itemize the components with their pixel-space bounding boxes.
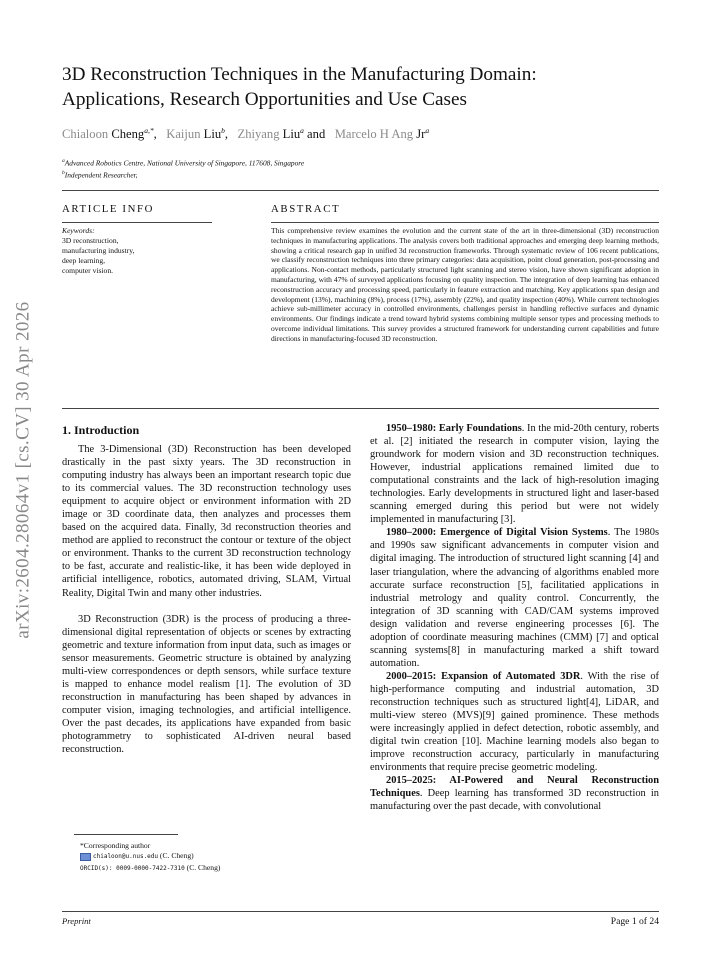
affiliation-b: $^b$Independent Researcher, — [62, 170, 138, 180]
email-link[interactable]: chialoon@u.nus.edu — [93, 853, 159, 861]
orcid-link[interactable]: 0009-0000-7422-7310 — [116, 864, 185, 872]
footnotes — [80, 841, 220, 874]
title-line-1: 3D Reconstruction Techniques in the Manufacturing Domain: — [62, 64, 537, 85]
article-info-heading: ARTICLE INFO — [62, 203, 155, 215]
left-column — [62, 422, 351, 756]
keyword-item: computer vision. — [62, 265, 114, 275]
keyword-item: deep learning, — [62, 255, 106, 265]
page-number: Page 1 of 24 — [610, 916, 659, 927]
envelope-icon — [80, 853, 91, 861]
arxiv-watermark — [6, 270, 42, 670]
author-1[interactable]: Chialoon Cheng$^{a,*}$ — [62, 126, 154, 142]
footer-preprint: Preprint — [62, 916, 91, 926]
abstract-divider — [62, 408, 659, 409]
abstract-rule — [271, 222, 659, 223]
right-column — [370, 422, 659, 813]
abstract-text: This comprehensive review examines the evolution and the current state of the art in three-dimensional (3D) reconstruction techniques in manufacturing applications. The analysis covers both traditional approaches and emerging deep learning methods, showing a critical research gap in unified 3d reconstruction frameworks. Through systematic review of 106 recent publications, we classify reconstruction techniques into three primary categories: data acquisition, point cloud generation, post-processing and applications. Non-contact methods, particularly structured light scanning and stereo vision, have shown significant adoption in manufacturing, with 47% of surveyed applications focusing on quality inspection. The integration of deep learning has enhanced reconstruction accuracy and processing speed, particularly in feature extraction and matching. Key applications span design and development (13%), machining (8%), process (17%), assembly (22%), and quality inspection (40%). While current technologies achieve sub-millimeter accuracy in controlled environments, challenges persist in handling reflective surfaces and dynamic environments. Our findings indicate a trend toward hybrid systems combining multiple sensor types and processing methods to overcome individual limitations. This survey provides a structured framework for understanding current capabilities and future directions in manufacturing-focused 3D reconstruction. — [271, 226, 659, 343]
keyword-item: 3D reconstruction, — [62, 235, 119, 245]
intro-paragraph-2: 3D Reconstruction (3DR) is the process of producing a three-dimensional digital representation of objects or scenes by extracting geometric and texture information from input data, such as images or sensor measurements. Geometric structure is obtained by analyzing multi-view correspondences or depth sensors, while surface texture is mapped to enhance model realism [1]. The evolution of 3D reconstruction in manufacturing has been shaped by advances in computer vision, imaging technologies, and artificial intelligence. Over the past decades, its applications have expanded from basic photogrammetry to sophisticated AI-driven neural based reconstruction. — [62, 613, 351, 756]
keyword-item: manufacturing industry, — [62, 245, 135, 255]
abstract-heading: ABSTRACT — [271, 203, 341, 215]
intro-paragraph-1: The 3-Dimensional (3D) Reconstruction has been developed drastically in the past sixty years. The 3D reconstruction in computing industry has always been an important research topic due to its commercial values. The 3D reconstruction technology uses equipment to acquire object or environment information with 2D image or 3D coordinate data, then analyzes and processes them based on the acquired data. Finally, 3d reconstruction theories and method are applied to reconstruct the contour or texture of the object or environment. Thanks to the current 3D reconstruction technology to be fast, accurate and realistic-like, it has been wide deployed in artificial intelligence, robotics, automated driving, SLAM, Virtual Reality, Digital Twin and many other industries. — [62, 444, 351, 599]
title-line-2: Applications, Research Opportunities and Use Cases — [62, 89, 467, 110]
author-4[interactable]: Marcelo H Ang Jr$^a$ — [334, 126, 430, 142]
author-list: Chialoon Cheng$^{a,*}$, Kaijun Liu$^b$, Zhiyang Liu$^a$ and Marcelo H Ang Jr$^a$ — [62, 126, 430, 142]
author-2[interactable]: Kaijun Liu$^b$ — [166, 126, 225, 142]
affiliations — [62, 156, 304, 181]
author-3[interactable]: Zhiyang Liu$^a$ — [237, 126, 304, 142]
corresponding-author-note: *Corresponding author — [80, 841, 151, 850]
keywords-label: Keywords: — [62, 226, 95, 235]
article-info-rule — [62, 222, 212, 223]
orcid-line: ORCID(s): 0009-0000-7422-7310 (C. Cheng) — [80, 862, 221, 872]
paper-title — [62, 62, 662, 112]
keywords-block — [62, 226, 232, 276]
history-paragraph-2: 1980–2000: Emergence of Digital Vision Systems. The 1980s and 1990s saw significant advancements in computer vision and digital imaging. The introduction of structured light scanning [4] and laser triangulation, where the advancing of algorithms enabled more accurate surface reconstruction [5], facilitatied applications in industrial metrology and quality control. Concurrently, the integration of 3D scanning with CAD/CAM systems improved design validation and reverse engineering processes [6]. The adoption of coordinate measuring machines (CMM) [7] and optical scanning systems[8] in manufacturing marked a shift toward automation. — [370, 527, 659, 669]
affiliation-a: $^a$Advanced Robotics Centre, National University of Singapore, 117608, Singapore — [62, 158, 305, 168]
arxiv-id: arXiv:2604.28064v1 [cs.CV] 30 Apr 2026 — [13, 301, 34, 639]
email-line: chialoon@u.nus.edu (C. Cheng) — [80, 851, 220, 862]
section-heading-introduction: 1. Introduction — [62, 423, 140, 437]
header-divider — [62, 190, 659, 191]
footnote-rule — [74, 834, 178, 835]
footer-rule — [62, 911, 659, 912]
history-paragraph-1: 1950–1980: Early Foundations. In the mid-20th century, roberts et al. [2] initiated the research in computer vision, laying the groundwork for modern vision and 3D reconstruction techniques. However, industrial applications remained limited due to computational constraints and the lack of high-resolution imaging technologies. Early developments in structured light and laser-based scanning emerged during this period but were not widely implemented in manufacturing [3]. — [370, 423, 660, 526]
history-paragraph-4: 2015–2025: AI-Powered and Neural Reconstruction Techniques. Deep learning has transformed 3D reconstruction in manufacturing over the past decade, with convolutional — [370, 775, 659, 813]
history-paragraph-3: 2000–2015: Expansion of Automated 3DR. With the rise of high-performance computing and industrial automation, 3D reconstruction techniques such as structured light[4], LiDAR, and multi-view stereo (MVS)[9] gained prominence. These methods were increasingly applied in defect detection, robotic assembly, and digital twin creation [10]. Machine learning models also began to improve reconstruction accuracy, particularly in manufacturing environments that require precise geometric modeling. — [370, 670, 659, 774]
